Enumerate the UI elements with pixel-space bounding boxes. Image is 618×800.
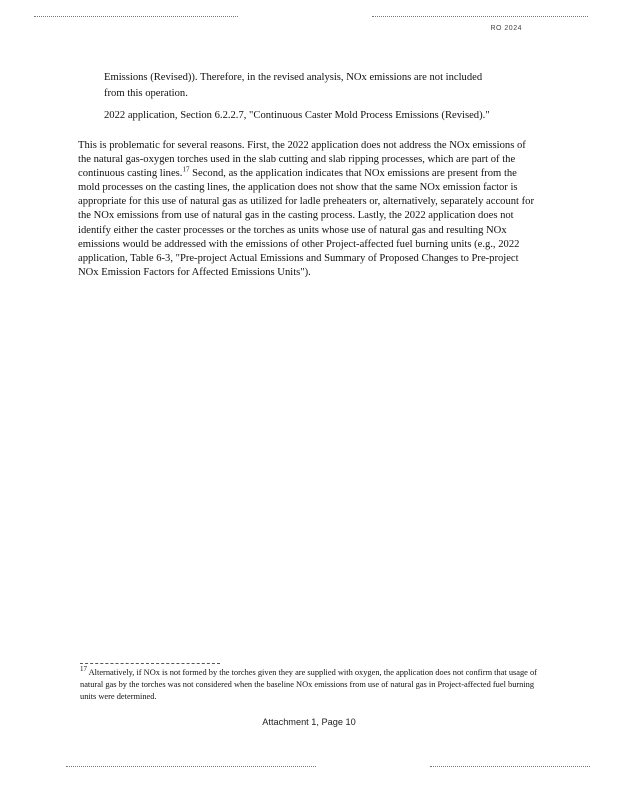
body-text-part-2: Second, as the application indicates that NOx emissions are present from the mold processes on the casting lines, the application does not show that the same NOx emission factor is appropriate for this use of natural gas as utilized for ladle preheaters or, alternatively, separately account for the NOx emissions from use of natural gas in the casting process. Lastly, the 2022 application does not identify either the caster processes or the torches as units whose use of natural gas and resulting NOx emissions would be addressed with the emissions of other Project-affected fuel burning units (e.g., 2022 application, Table 6-3, "Pre-project Actual Emissions and Summary of Proposed Changes to Pre-project NOx Emission Factors for Affected Emissions Units"). [78, 168, 534, 278]
footnote-reference[interactable]: 17 [182, 165, 190, 174]
body-text-part-1: This is problematic for several reasons. First, the 2022 application does not address the NOx emissions of the natural gas-oxygen torches used in the slab cutting and slab ripping processes, which are part of the continuous casting lines. [78, 140, 526, 180]
footnote-number: 17 [80, 665, 87, 674]
footnote-text: Alternatively, if NOx is not formed by the torches given they are supplied with oxygen, the application does not confirm that usage of natural gas by the torches was not considered when the baseline NOx emissions from use of natural gas in Project-affected fuel burning units were determined. [80, 668, 537, 702]
document-id: RO 2024 [490, 25, 522, 32]
page-footer: Attachment 1, Page 10 [262, 717, 356, 727]
header-rule-left [34, 16, 238, 17]
footnote-separator [80, 663, 220, 664]
quote-line-2: from this operation. [104, 88, 188, 99]
footer-rule-right [430, 766, 590, 767]
quote-line-1: Emissions (Revised)). Therefore, in the revised analysis, NOx emissions are not included [104, 72, 483, 83]
footnote [80, 667, 540, 704]
quote-citation: 2022 application, Section 6.2.2.7, "Continuous Caster Mold Process Emissions (Revised)." [104, 110, 490, 121]
block-quote [104, 70, 538, 102]
footer-rule-left [66, 766, 316, 767]
body-paragraph [78, 139, 540, 280]
header-rule-right [372, 16, 588, 17]
